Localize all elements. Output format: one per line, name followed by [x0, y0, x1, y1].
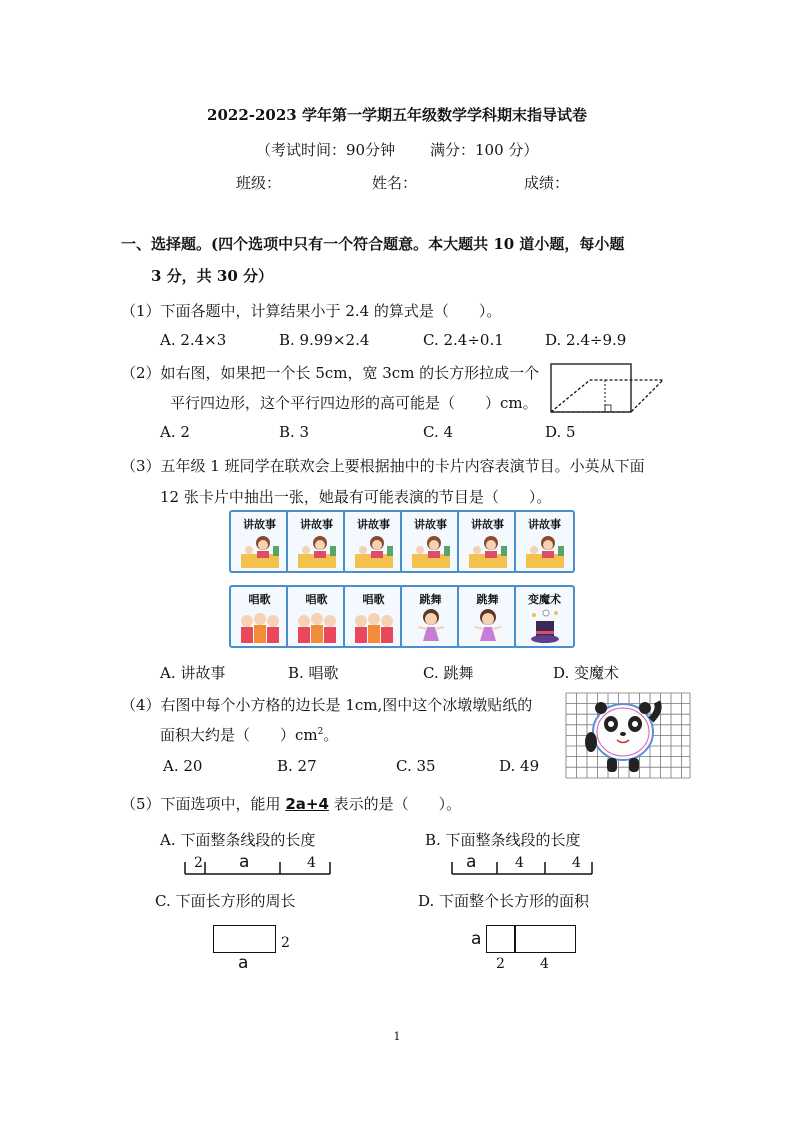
- card-label: 唱歌: [305, 593, 328, 606]
- card-label: 讲故事: [243, 518, 276, 531]
- magic-hat-icon: [522, 607, 568, 645]
- seg-a-label-2: a: [239, 852, 250, 872]
- q5-option-a[interactable]: A. 下面整条线段的长度: [160, 831, 316, 849]
- storyteller-icon: [408, 532, 454, 570]
- q2-option-c[interactable]: C. 4: [423, 423, 454, 441]
- card-sing: [229, 585, 290, 648]
- card-story: [457, 510, 518, 573]
- card-dance: [400, 585, 461, 648]
- q1-stem: （1）下面各题中，计算结果小于 2.4 的算式是（ ）。: [121, 302, 502, 320]
- q4-option-a[interactable]: A. 20: [163, 757, 203, 775]
- seg-a-label-1: 2: [194, 855, 203, 871]
- card-story: [229, 510, 290, 573]
- q5-stem: [121, 793, 461, 814]
- q4-option-c[interactable]: C. 35: [396, 757, 436, 775]
- singers-icon: [351, 607, 397, 645]
- card-label: 跳舞: [419, 593, 442, 606]
- exam-title: 2022-2023 学年第一学期五年级数学学科期末指导试卷: [207, 106, 587, 124]
- q3-option-b[interactable]: B. 唱歌: [288, 664, 339, 682]
- q1-option-b[interactable]: B. 9.99×2.4: [279, 331, 370, 349]
- page-number: 1: [393, 1030, 401, 1043]
- card-dance: [457, 585, 518, 648]
- seg-b-label-2: 4: [515, 855, 524, 871]
- card-label: 讲故事: [414, 518, 447, 531]
- rect-d-w2-label: 4: [540, 956, 549, 972]
- card-label: 跳舞: [476, 593, 499, 606]
- q5-stem-end: 表示的是（ ）。: [328, 795, 462, 813]
- q3-stem: （3）五年级 1 班同学在联欢会上要根据抽中的卡片内容表演节目。小英从下面: [121, 457, 645, 475]
- card-label: 变魔术: [528, 593, 561, 606]
- q2-stem: （2）如右图，如果把一个长 5cm，宽 3cm 的长方形拉成一个: [121, 364, 540, 382]
- q2-stem-cont: 平行四边形，这个平行四边形的高可能是（ ）cm。: [170, 394, 538, 412]
- card-label: 讲故事: [300, 518, 333, 531]
- dancer-icon: [465, 607, 511, 645]
- rect-c-side-label: 2: [281, 935, 290, 951]
- storyteller-icon: [294, 532, 340, 570]
- q4-stem-end: 。: [323, 726, 339, 744]
- card-story: [286, 510, 347, 573]
- section1-heading: 一、选择题。(四个选项中只有一个符合题意。本大题共 10 道小题，每小题: [121, 235, 625, 253]
- card-story: [514, 510, 575, 573]
- storyteller-icon: [237, 532, 283, 570]
- class-label: 班级：: [236, 174, 282, 192]
- storyteller-icon: [465, 532, 511, 570]
- q5-rectangle-d-right: [514, 925, 576, 953]
- seg-b-label-3: 4: [572, 855, 581, 871]
- q5-expression: 2a+4: [285, 795, 329, 813]
- storyteller-icon: [351, 532, 397, 570]
- q4-option-d[interactable]: D. 49: [499, 757, 540, 775]
- score-label: 成绩：: [524, 174, 570, 192]
- q5-option-c[interactable]: C. 下面长方形的周长: [155, 892, 296, 910]
- section1-heading-cont: 3 分，共 30 分）: [151, 267, 273, 285]
- q3-option-c[interactable]: C. 跳舞: [423, 664, 474, 682]
- singers-icon: [294, 607, 340, 645]
- singers-icon: [237, 607, 283, 645]
- q5-stem-text: （5）下面选项中，能用: [121, 795, 286, 813]
- card-label: 讲故事: [528, 518, 561, 531]
- q3-option-d[interactable]: D. 变魔术: [553, 664, 620, 682]
- card-story: [343, 510, 404, 573]
- q5-rectangle-d-left: [486, 925, 516, 953]
- q4-option-b[interactable]: B. 27: [277, 757, 317, 775]
- q2-option-d[interactable]: D. 5: [545, 423, 576, 441]
- q2-option-a[interactable]: A. 2: [160, 423, 190, 441]
- card-label: 讲故事: [471, 518, 504, 531]
- q4-stem: （4）右图中每个小方格的边长是 1cm,图中这个冰墩墩贴纸的: [121, 696, 533, 714]
- seg-b-label-1: a: [466, 852, 477, 872]
- q4-stem-sup: 2: [317, 727, 324, 737]
- q5-rectangle-c: [213, 925, 276, 953]
- rect-d-side-label: a: [471, 929, 482, 949]
- q1-option-a[interactable]: A. 2.4×3: [160, 331, 227, 349]
- full-score: 满分：100 分）: [430, 141, 539, 159]
- card-magic: [514, 585, 575, 648]
- card-sing: [286, 585, 347, 648]
- q3-stem-cont: 12 张卡片中抽出一张，她最有可能表演的节目是（ ）。: [160, 488, 552, 506]
- rect-c-bottom-label: a: [238, 953, 249, 973]
- card-label: 唱歌: [362, 593, 385, 606]
- card-label: 讲故事: [357, 518, 390, 531]
- card-story: [400, 510, 461, 573]
- q2-rectangle-parallelogram-figure: [545, 360, 670, 416]
- storyteller-icon: [522, 532, 568, 570]
- q5-option-b[interactable]: B. 下面整条线段的长度: [425, 831, 581, 849]
- q4-stem-text: 面积大约是（ ）cm: [160, 726, 318, 744]
- seg-a-label-3: 4: [307, 855, 316, 871]
- dancer-icon: [408, 607, 454, 645]
- exam-time: （考试时间：90分钟: [256, 141, 396, 159]
- bing-dwen-dwen-grid-figure: [565, 692, 691, 780]
- card-label: 唱歌: [248, 593, 271, 606]
- card-sing: [343, 585, 404, 648]
- name-label: 姓名：: [372, 174, 418, 192]
- q1-option-c[interactable]: C. 2.4÷0.1: [423, 331, 504, 349]
- rect-d-w1-label: 2: [496, 956, 505, 972]
- q1-option-d[interactable]: D. 2.4÷9.9: [545, 331, 627, 349]
- q3-option-a[interactable]: A. 讲故事: [160, 664, 226, 682]
- q4-stem-cont: [160, 724, 338, 745]
- q2-option-b[interactable]: B. 3: [279, 423, 310, 441]
- q5-option-d[interactable]: D. 下面整个长方形的面积: [418, 892, 590, 910]
